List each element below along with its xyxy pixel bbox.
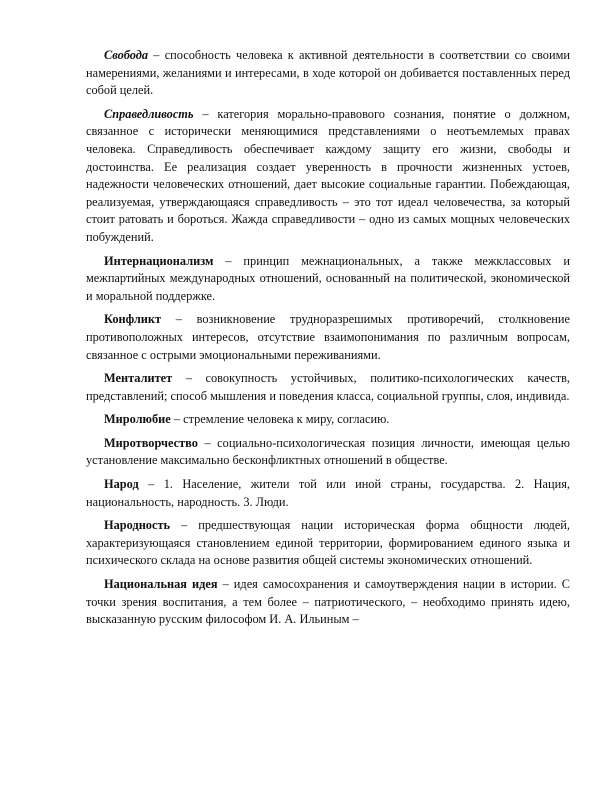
glossary-entry — [86, 311, 570, 364]
glossary-definition: – 1. Население, жители той или иной страны, государства. 2. Нация, национальность, народность. 3. Люди. — [86, 477, 570, 509]
glossary-entry — [86, 517, 570, 570]
glossary-definition: – принцип межнациональных, а также межклассовых и межпартийных международных отношений, основанный на политической, экономической и моральной поддержке. — [86, 253, 570, 303]
glossary-term: Миролюбие — [104, 412, 171, 427]
glossary-term: Национальная идея — [104, 577, 218, 592]
glossary-term: Интернационализм — [104, 253, 214, 268]
glossary-term: Конфликт — [104, 312, 162, 327]
glossary-term: Менталитет — [104, 371, 173, 386]
glossary-term: Миротворчество — [104, 435, 198, 450]
glossary-entry — [86, 47, 570, 100]
glossary-definition: – социально-психологическая позиция личности, имеющая целью установление максимально бесконфликтных отношений в обществе. — [86, 435, 570, 468]
glossary-definition: – категория морально-правового сознания, понятие о должном, связанное с исторически меняющимися представлениями о неотъемлемых правах человека. Справедливость обеспечивает каждому защиту его жизни, свободы и достоинства. Ее реализация создает уверенность в прочности жизненных устоев, надежности человеческих отношений, дает высокие социальные гарантии. Побеждающая, реализуемая, утверждающаяся справедливость – это тот идеал человечества, за который стоит ратовать и бороться. Жажда справедливости – одно из самых мощных человеческих побуждений. — [86, 106, 570, 244]
glossary-entry — [86, 576, 570, 629]
glossary-term: Народ — [104, 477, 139, 492]
glossary-term: Народность — [104, 518, 171, 533]
glossary-definition: – возникновение трудноразрешимых противоречий, столкновение противоположных интересов, отсутствие взаимопонимания по различным вопросам, связанное с острыми эмоциональными переживаниями. — [86, 312, 570, 362]
glossary-definition: – идея самосохранения и самоутверждения нации в истории. С точки зрения воспитания, а тем более – патриотического, – необходимо принять идею, высказанную русским философом И. А. Ильиным – — [86, 577, 571, 627]
glossary-text — [86, 47, 570, 635]
glossary-entry — [86, 476, 570, 511]
glossary-entry — [86, 435, 570, 470]
glossary-entry — [86, 370, 570, 405]
glossary-term: Справедливость — [104, 106, 194, 121]
glossary-entry — [86, 411, 570, 429]
glossary-definition: – способность человека к активной деятельности в соответствии со своими намерениями, желаниями и интересами, в ходе которой он добивается поставленных перед собой целей. — [86, 48, 570, 98]
glossary-term: Свобода — [104, 48, 149, 62]
glossary-entry — [86, 253, 570, 306]
glossary-entry — [86, 106, 570, 247]
glossary-definition: – предшествующая нации историческая форма общности людей, характеризующаяся становлением единой территории, формированием единого языка и психического склада на основе развития общей системы экономических отношений. — [86, 518, 570, 568]
glossary-definition: – стремление человека к миру, согласию. — [170, 412, 390, 427]
glossary-definition: – совокупность устойчивых, политико-психологических качеств, представлений; способ мышления и поведения класса, социальной группы, слоя, индивида. — [86, 371, 570, 403]
